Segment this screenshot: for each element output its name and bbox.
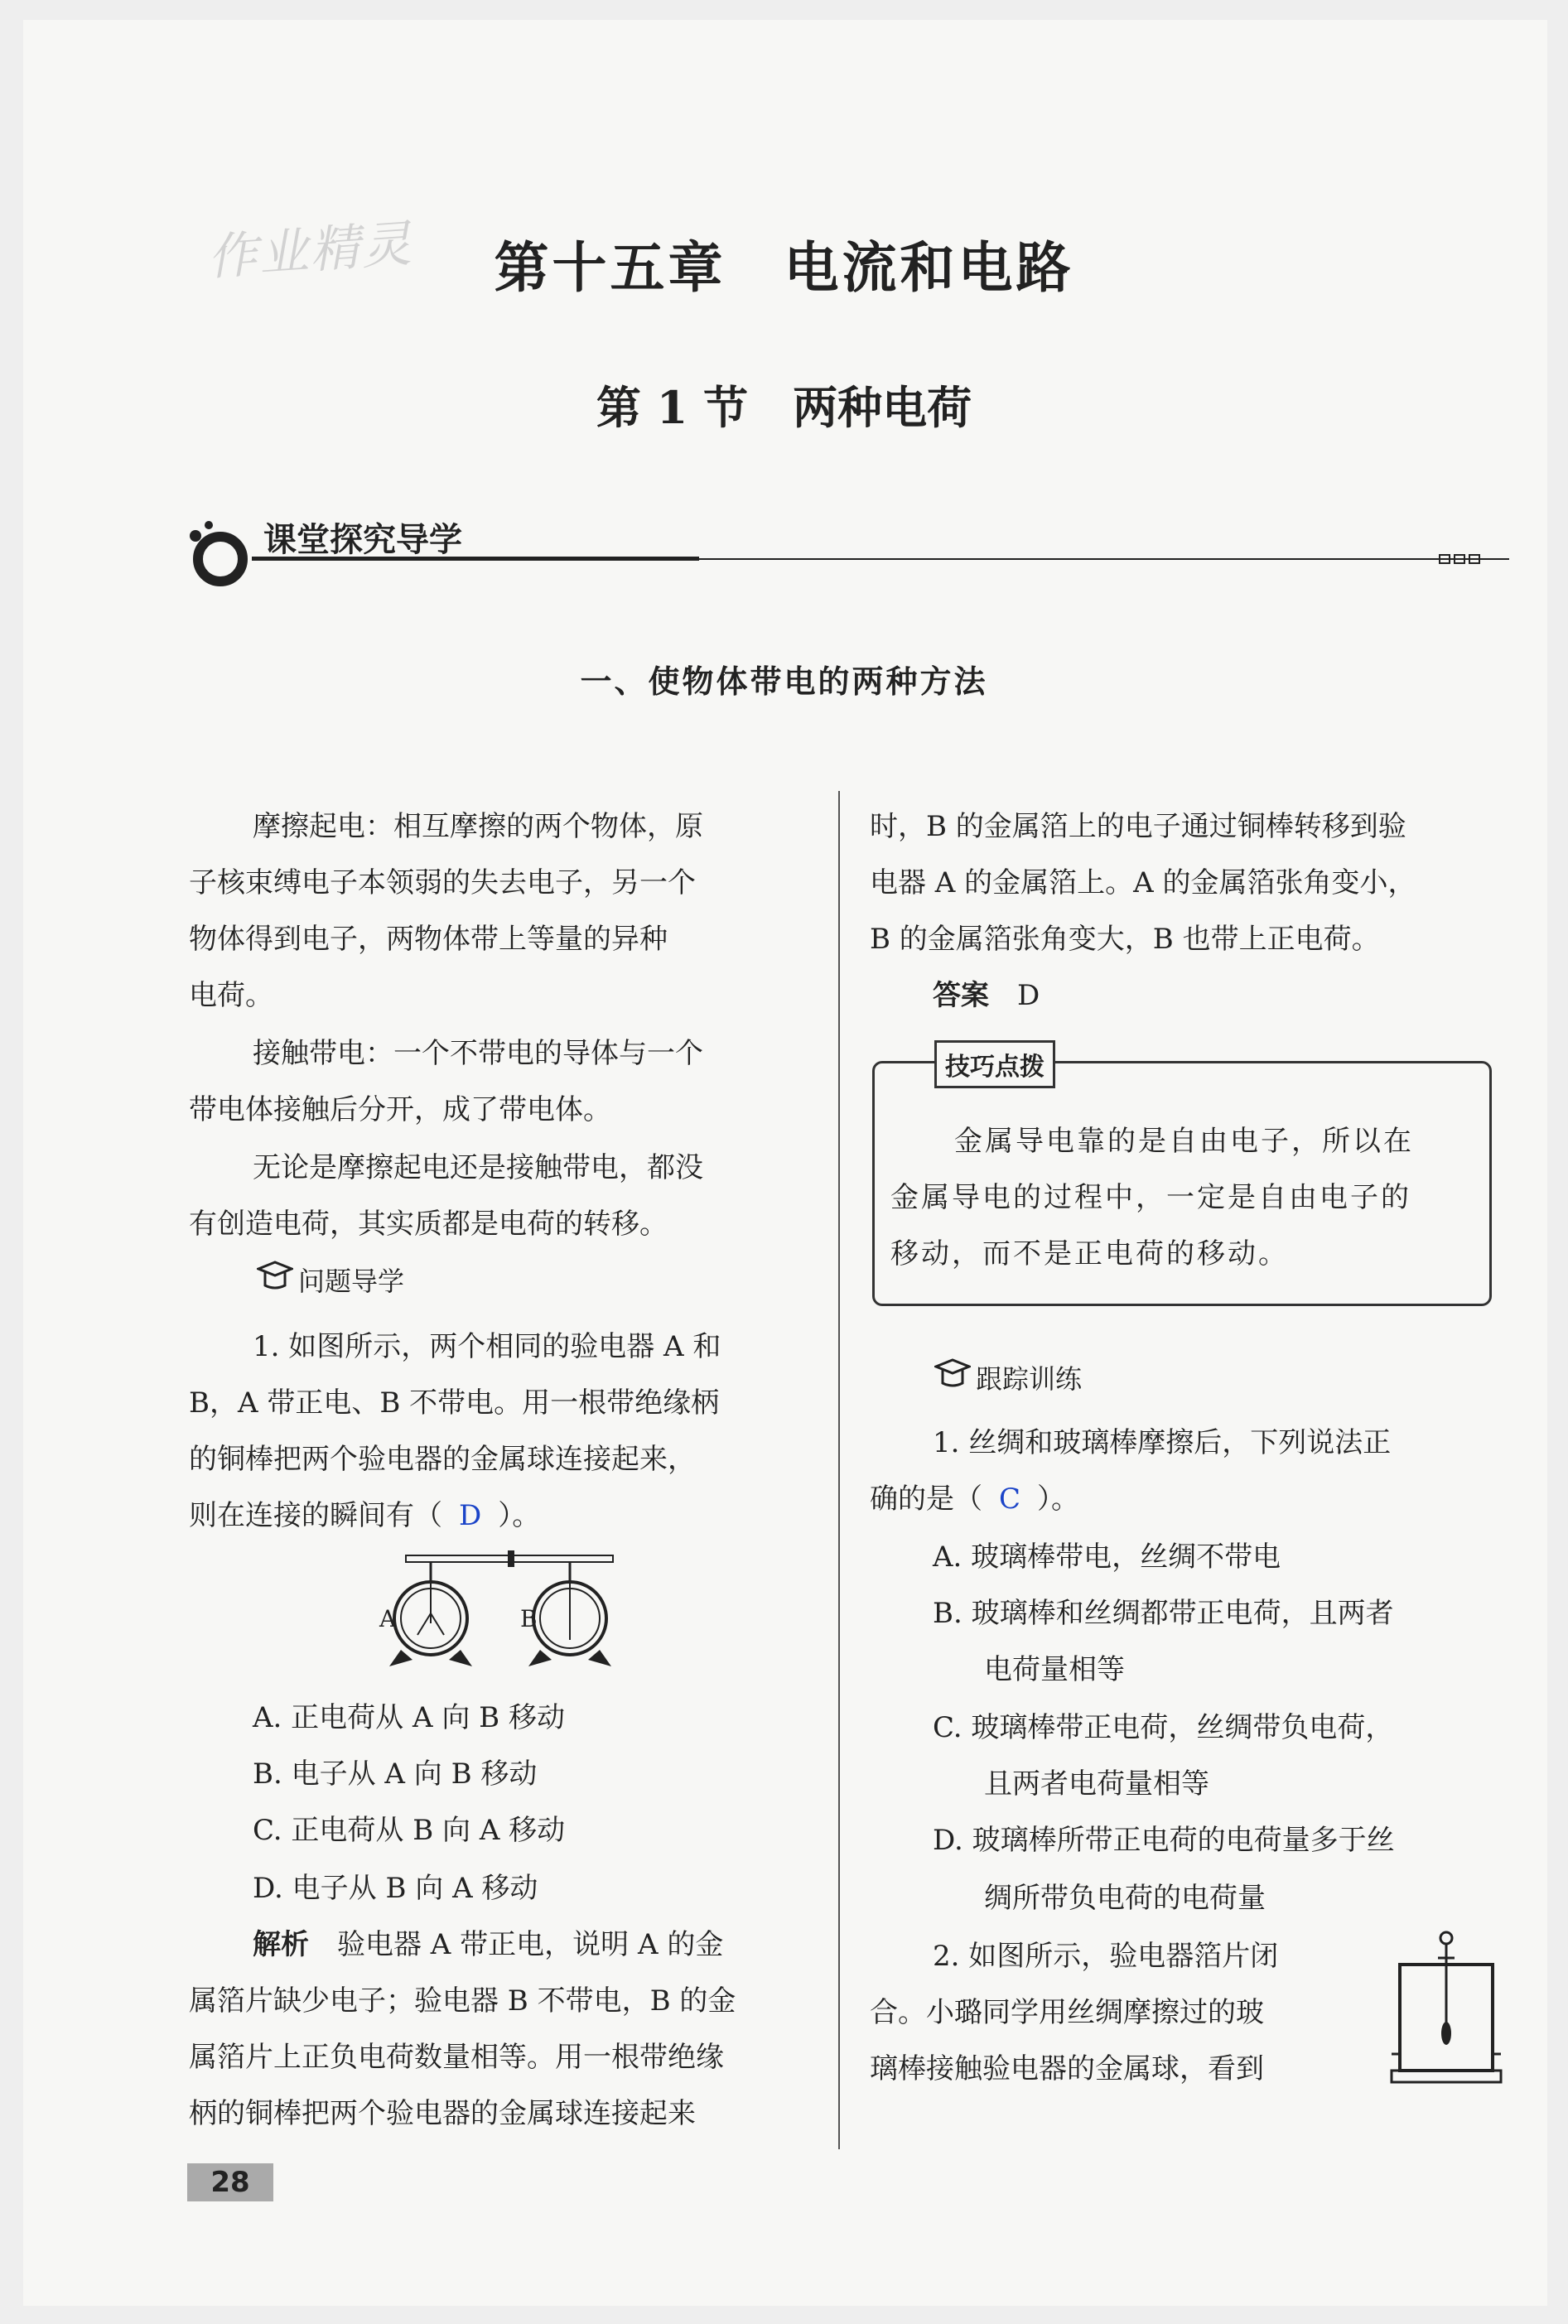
- option: D. 电子从 B 向 A 移动: [253, 1872, 538, 1905]
- q1-prefix: 则在连接的瞬间有（: [189, 1499, 442, 1532]
- figure-label-a: A: [379, 1605, 397, 1632]
- watermark-logo: 作业精灵: [205, 215, 415, 287]
- analysis-line: 属箔片缺少电子；验电器 B 不带电，B 的金: [189, 1984, 736, 2018]
- tip-title: 技巧点拨: [934, 1040, 1055, 1088]
- track-option: D. 玻璃棒所带正电荷的电荷量多于丝: [933, 1824, 1395, 1857]
- column-divider: [838, 791, 840, 2149]
- electroscope-small-figure: [1388, 1930, 1504, 2095]
- track-label: 跟踪训练: [976, 1363, 1083, 1395]
- q1-line: 1. 如图所示，两个相同的验电器 A 和: [253, 1330, 721, 1363]
- track-q1-answer: C: [999, 1483, 1021, 1516]
- mortarboard-icon: [257, 1261, 293, 1292]
- para1-line: 子核束缚电子本领弱的失去电子，另一个: [189, 866, 696, 899]
- track-option: 且两者电荷量相等: [984, 1767, 1209, 1801]
- track-q2-line: 合。小璐同学用丝绸摩擦过的玻: [870, 1996, 1264, 2029]
- track-q1-line: 1. 丝绸和玻璃棒摩擦后，下列说法正: [933, 1426, 1392, 1459]
- track-q2-line: 2. 如图所示，验电器箔片闭: [933, 1940, 1279, 1973]
- analysis-line: 柄的铜棒把两个验电器的金属球连接起来: [189, 2097, 696, 2130]
- answer-label: 答案: [933, 979, 989, 1012]
- cont-line: B 的金属箔张角变大，B 也带上正电荷。: [870, 923, 1380, 956]
- cont-line: 时，B 的金属箔上的电子通过铜棒转移到验: [870, 810, 1406, 843]
- tip-line: 移动，而不是正电荷的移动。: [890, 1237, 1289, 1270]
- para1-line: 物体得到电子，两物体带上等量的异种: [189, 923, 668, 956]
- para3-line: 无论是摩擦起电还是接触带电，都没: [253, 1151, 703, 1184]
- cont-line: 电器 A 的金属箔上。A 的金属箔张角变小，: [870, 866, 1416, 899]
- section-title: 第 1 节 两种电荷: [596, 381, 972, 434]
- option: A. 正电荷从 A 向 B 移动: [253, 1701, 565, 1734]
- tip-line: 金属导电的过程中，一定是自由电子的: [890, 1181, 1411, 1214]
- subheading: 一、使物体带电的两种方法: [580, 663, 988, 700]
- banner-title: 课堂探究导学: [263, 521, 462, 559]
- option: B. 电子从 A 向 B 移动: [253, 1757, 538, 1791]
- analysis-label: 解析: [253, 1928, 309, 1961]
- answer-row: [933, 972, 1040, 1013]
- chapter-title: 第十五章 电流和电路: [494, 235, 1074, 300]
- para1-line: 摩擦起电：相互摩擦的两个物体，原: [253, 810, 703, 843]
- track-option: C. 玻璃棒带正电荷，丝绸带负电荷，: [933, 1711, 1394, 1744]
- q1-line: 的铜棒把两个验电器的金属球连接起来，: [189, 1443, 696, 1476]
- track-option: B. 玻璃棒和丝绸都带正电荷，且两者: [933, 1597, 1394, 1630]
- track-q1-prefix: 确的是（: [870, 1483, 982, 1516]
- mortarboard-icon: [934, 1358, 971, 1390]
- guide-label: 问题导学: [298, 1266, 405, 1297]
- analysis-line: 属箔片上正负电荷数量相等。用一根带绝缘: [189, 2041, 724, 2074]
- analysis-first: [253, 1921, 723, 1962]
- option: C. 正电荷从 B 向 A 移动: [253, 1814, 566, 1847]
- q1-suffix: ）。: [498, 1499, 541, 1532]
- track-option: 电荷量相等: [984, 1653, 1125, 1686]
- tip-line: 金属导电靠的是自由电子，所以在: [954, 1125, 1414, 1158]
- track-option: 绸所带负电荷的电荷量: [984, 1882, 1266, 1915]
- track-q1-suffix: ）。: [1037, 1483, 1080, 1516]
- track-q2-line: 璃棒接触验电器的金属球，看到: [870, 2052, 1264, 2085]
- figure-label-b: B: [520, 1605, 538, 1632]
- para3-line: 有创造电荷，其实质都是电荷的转移。: [189, 1208, 668, 1241]
- banner-ring-icon: [198, 537, 243, 581]
- para1-line: 电荷。: [189, 979, 273, 1012]
- para2-line: 带电体接触后分开，成了带电体。: [189, 1093, 611, 1126]
- q1-line: B，A 带正电、B 不带电。用一根带绝缘柄: [189, 1386, 720, 1420]
- analysis-text: 验电器 A 带正电，说明 A 的金: [337, 1928, 724, 1961]
- para2-line: 接触带电：一个不带电的导体与一个: [253, 1037, 703, 1070]
- page-number: 28: [187, 2163, 273, 2201]
- q1-tail: [189, 1492, 540, 1533]
- track-option: A. 玻璃棒带电，丝绸不带电: [933, 1540, 1281, 1574]
- electroscope-figure: [373, 1549, 638, 1673]
- answer-value: D: [1017, 979, 1040, 1012]
- q1-answer: D: [459, 1499, 482, 1532]
- track-q1-tail: [870, 1476, 1079, 1516]
